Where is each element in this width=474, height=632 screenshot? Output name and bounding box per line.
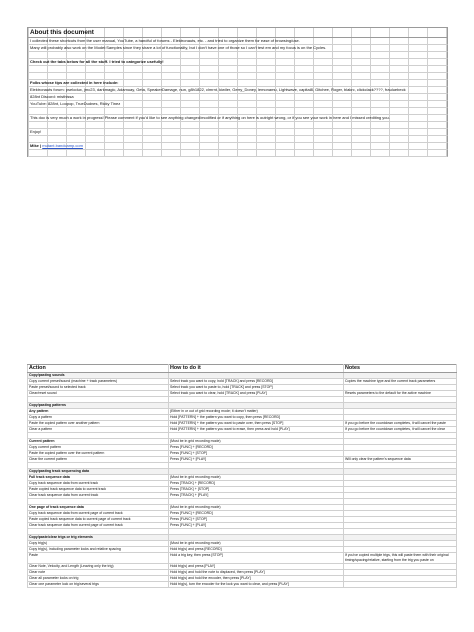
about-credits-forum: Elektronauts forum: pselodux, jmc23, darkmagic, Adamuay, Geta, SpeakerDamage, nun, g8h1822, clmrnt, kiwiler, Gerry_Doney, lemonamu, Lightwave, capital8, Gitchee, Roger, blakrc, clickclack????, frauluebeck xyxy=(28,87,448,94)
how-cell: Press [FUNC] + [STOP] xyxy=(169,451,344,457)
notes-cell: Copies the machine type and the current track parameters xyxy=(344,379,457,385)
how-cell: Press [FUNC] + [PLAY] xyxy=(169,457,344,463)
action-cell: Clear track sequence data from current track xyxy=(28,493,169,499)
empty-cell-row xyxy=(28,136,448,143)
how-cell: Hold trig(s), turn the encoder for the lock you want to clear, and press [PLAY] xyxy=(169,582,344,588)
action-cell: Copy track sequence data from current track xyxy=(28,481,169,487)
action-cell: Paste copied track sequence data to current track xyxy=(28,487,169,493)
action-cell: Copy trig(s), including parameter locks and relative spacing xyxy=(28,547,169,553)
how-cell: Select track you want to copy, hold [TRACK] and press [RECORD] xyxy=(169,379,344,385)
notes-cell: Will only clear the pattern's sequence data xyxy=(344,457,457,463)
about-sheet xyxy=(27,27,448,157)
action-cell: Paste preset/sound to selected track xyxy=(28,385,169,391)
how-cell: Press [FUNC] + [PLAY] xyxy=(169,523,344,529)
notes-cell: If you've copied multiple trigs, this will paste them with their original timing/spacing/relative, starting from the trig you paste on xyxy=(344,553,457,564)
action-cell: Clear one parameter lock on trig/several trigs xyxy=(28,582,169,588)
action-cell: Copy a pattern xyxy=(28,415,169,421)
action-cell: Full track sequence data xyxy=(28,475,169,481)
column-header-action: Action xyxy=(28,365,169,373)
bandcamp-link[interactable]: mutant.bandcamp.com xyxy=(42,143,83,148)
how-cell: (Must be in grid recording mode) xyxy=(169,505,344,511)
about-tabs-line: Check out the tabs below for all the stuff. I tried to categorize usefully! xyxy=(28,59,448,66)
how-cell: Press [TRACK] + [PLAY] xyxy=(169,493,344,499)
actions-table xyxy=(27,364,457,588)
action-cell: Current pattern xyxy=(28,439,169,445)
action-cell: Clear note xyxy=(28,570,169,576)
column-header-how: How to do it xyxy=(169,365,344,373)
action-cell: Copy/pasting sounds xyxy=(28,373,169,379)
how-cell: Press [TRACK] + [STOP] xyxy=(169,487,344,493)
empty-cell-row xyxy=(28,122,448,129)
about-enjoy: Enjoy! xyxy=(28,129,448,136)
action-cell: Copy track sequence data from current page of current track xyxy=(28,511,169,517)
column-header-notes: Notes xyxy=(344,365,457,373)
action-cell: Clear a pattern xyxy=(28,427,169,433)
notes-cell: If you go before the countdown completes, it will cancel the clear xyxy=(344,427,457,433)
empty-cell-row xyxy=(28,73,448,80)
action-cell: Copy trig(s) xyxy=(28,541,169,547)
how-cell: Press [FUNC] + [RECORD] xyxy=(169,445,344,451)
how-cell: Hold [PATTERN] + the pattern you want to paste over, then press [STOP] xyxy=(169,421,344,427)
how-cell: Press [FUNC] + [STOP] xyxy=(169,517,344,523)
how-cell: Hold trig(s) and press [PLAY] xyxy=(169,564,344,570)
how-cell: (Either in or out of grid recording mode; it doesn't matter) xyxy=(169,409,344,415)
how-cell: Hold [PATTERN] + the pattern you want to copy, then press [RECORD] xyxy=(169,415,344,421)
how-cell: Hold [PATTERN] + the pattern you want to erase, then press and hold [PLAY] xyxy=(169,427,344,433)
about-intro-line: I collected these shortcuts from the user manual, YouTube, a handful of forums - Elektronauts, etc. - and tried to organize them for ease of browsing/use. xyxy=(28,38,448,45)
empty-cell-row xyxy=(28,66,448,73)
about-models-line: Many will probably also work on the Model:Samples since they share a lot of functionality, but I don't have one of those so I can't test em and my focus is on the Cycles. xyxy=(28,45,448,52)
how-cell: Hold trig(s) and press [RECORD] xyxy=(169,547,344,553)
about-credits-discord: 828nt Discord: misthissa xyxy=(28,94,448,101)
how-cell: (Must be in grid recording mode) xyxy=(169,475,344,481)
action-cell: Paste the copied pattern over another pattern xyxy=(28,421,169,427)
table-row xyxy=(28,582,457,588)
about-credits-heading: Folks whose tips are collected in here include: xyxy=(28,80,448,87)
action-cell: Copy/pasting track sequencing data xyxy=(28,469,169,475)
action-cell: Copy/paste/clear trigs or trig elements xyxy=(28,535,169,541)
action-cell: Paste copied track sequence data to current page of current track xyxy=(28,517,169,523)
empty-cell-row xyxy=(28,108,448,115)
about-author: Mike | xyxy=(30,143,42,148)
action-cell: Clear the current pattern xyxy=(28,457,169,463)
about-title: About this document xyxy=(28,28,448,38)
how-cell: Press [FUNC] + [RECORD] xyxy=(169,511,344,517)
action-cell: Clear track sequence data from current page of current track xyxy=(28,523,169,529)
about-wip-line: This doc is very much a work in progress! Please comment if you'd like to see anything changed/modified or if anything on here is outright wrong, or if you see your work in here and I missed crediting you. xyxy=(28,115,448,122)
how-cell: Select track you want to paste to, hold [TRACK] and press [STOP] xyxy=(169,385,344,391)
empty-cell-row xyxy=(28,52,448,59)
about-signature xyxy=(28,143,448,150)
action-cell: Copy/pasting patterns xyxy=(28,403,169,409)
how-cell: (Must be in grid recording mode) xyxy=(169,541,344,547)
how-cell: Hold trig(s) and hold the note to displaced, then press [PLAY] xyxy=(169,570,344,576)
how-cell: (Must be in grid recording mode) xyxy=(169,439,344,445)
notes-cell xyxy=(344,582,457,588)
action-cell: Paste the copied pattern over the current pattern xyxy=(28,451,169,457)
empty-cell-row xyxy=(28,150,448,157)
how-cell: Hold trig(s) and hold the encoder, then press [PLAY] xyxy=(169,576,344,582)
action-cell: Copy current preset/sound (machine + track parameters) xyxy=(28,379,169,385)
action-cell: Clear/reset sound xyxy=(28,391,169,397)
how-cell: Press [TRACK] + [RECORD] xyxy=(169,481,344,487)
table-header-row xyxy=(28,365,457,373)
notes-cell: Resets parameters to the default for the active machine xyxy=(344,391,457,397)
how-cell: Select track you want to clear, hold [TRACK] and press [PLAY] xyxy=(169,391,344,397)
table-row xyxy=(28,553,457,564)
how-cell: Hold a trig key, then press [STOP] xyxy=(169,553,344,564)
about-credits-youtube: YouTube: 828nt, Loopop, TrueDudnes, Ricky Tinez xyxy=(28,101,448,108)
action-cell: Clear all parameter locks on trig xyxy=(28,576,169,582)
action-cell: Clear Note, Velocity, and Length (Leaving only the trig) xyxy=(28,564,169,570)
action-cell: Any pattern xyxy=(28,409,169,415)
action-cell: One page of track sequence data xyxy=(28,505,169,511)
action-cell: Copy current pattern xyxy=(28,445,169,451)
action-cell: Paste xyxy=(28,553,169,564)
notes-cell: If you go before the countdown completes, it will cancel the paste xyxy=(344,421,457,427)
